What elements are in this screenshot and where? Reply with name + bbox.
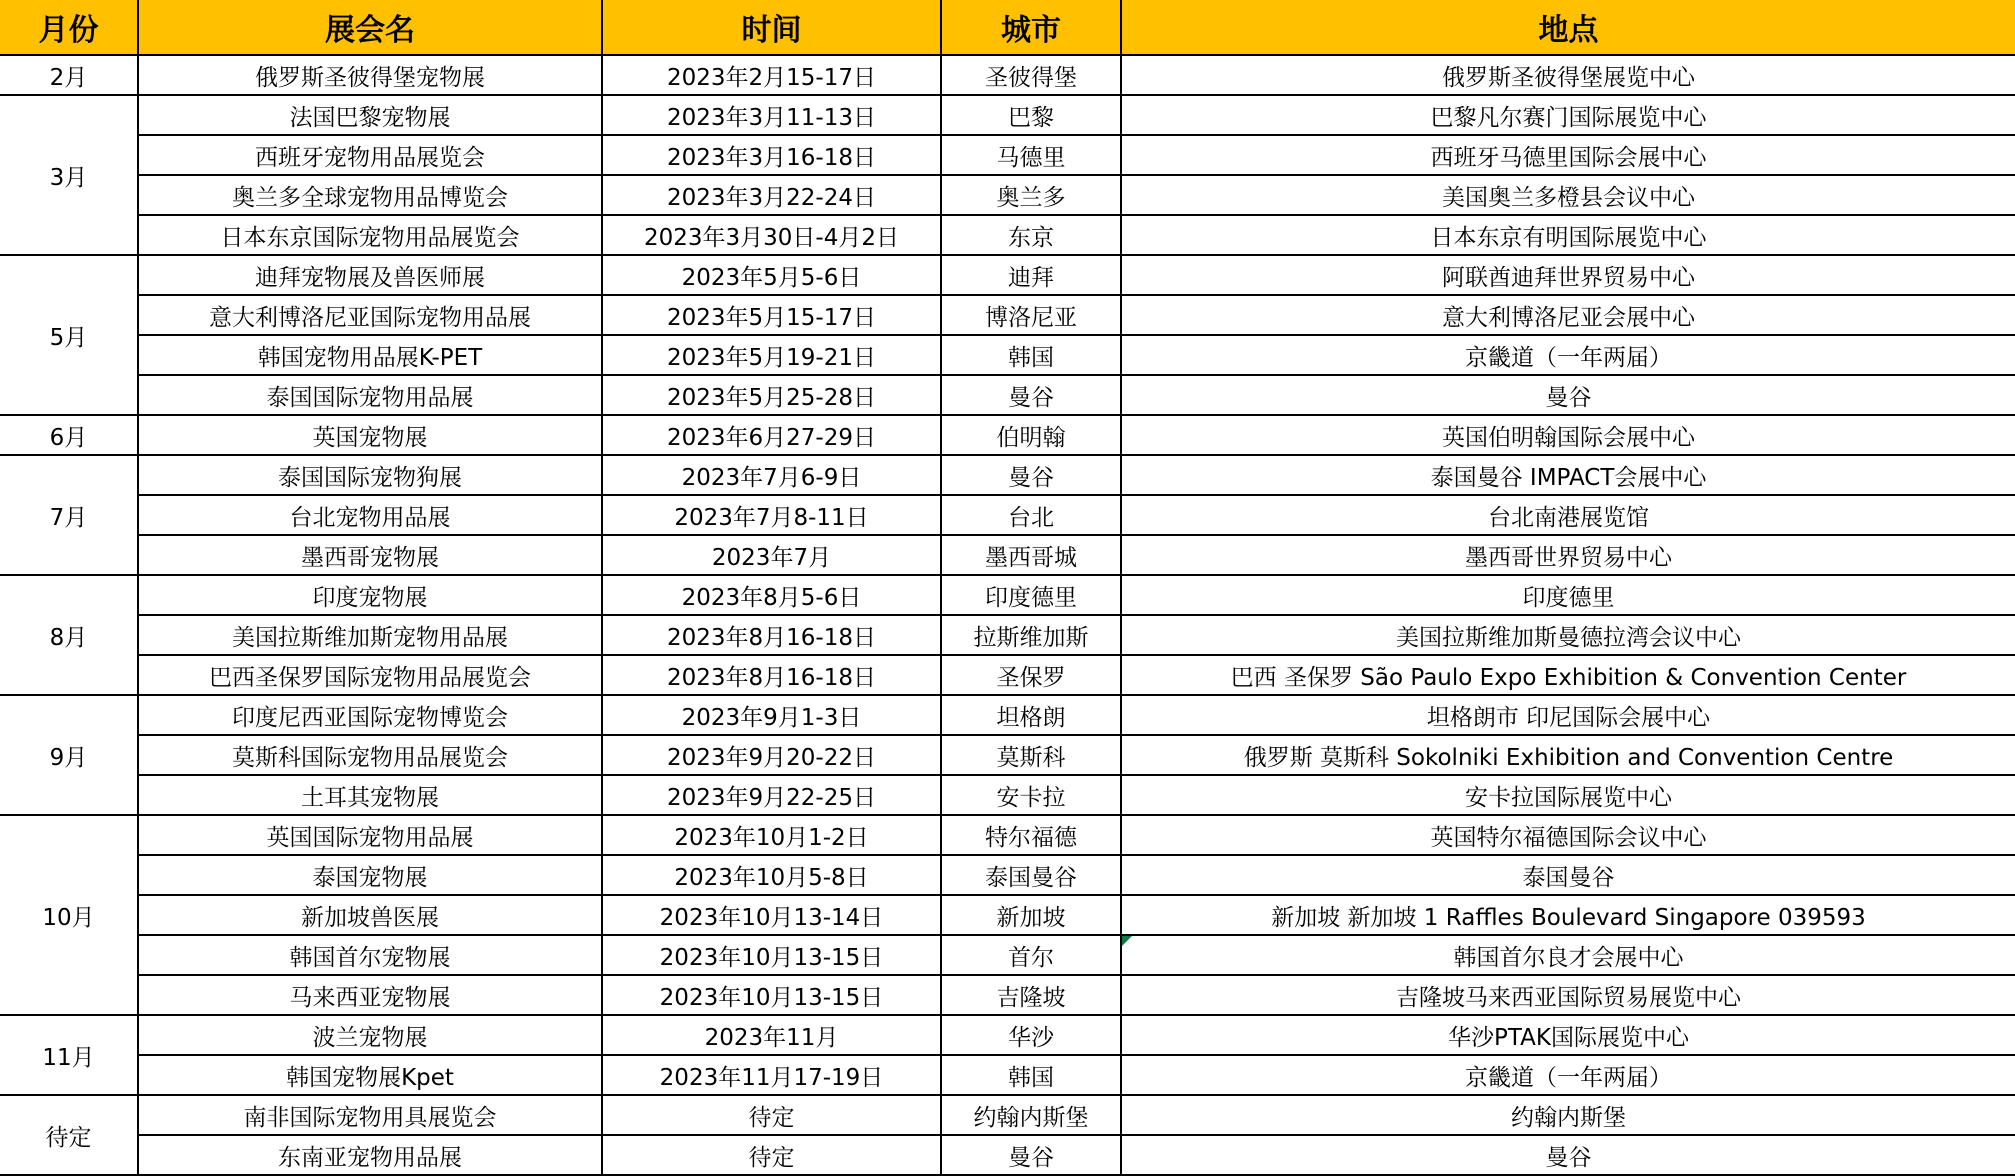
venue-cell: 日本东京有明国际展览中心 bbox=[1121, 215, 2015, 255]
exhibition-name-cell: 英国宠物展 bbox=[138, 415, 602, 455]
table-row bbox=[0, 295, 2015, 335]
exhibition-name-cell: 南非国际宠物用具展览会 bbox=[138, 1095, 602, 1135]
date-cell: 2023年7月 bbox=[602, 535, 941, 575]
venue-cell: 新加坡 新加坡 1 Raffles Boulevard Singapore 039593 bbox=[1121, 895, 2015, 935]
city-cell: 韩国 bbox=[941, 335, 1121, 375]
city-cell: 台北 bbox=[941, 495, 1121, 535]
exhibition-name-cell: 泰国国际宠物用品展 bbox=[138, 375, 602, 415]
city-cell: 坦格朗 bbox=[941, 695, 1121, 735]
table-row bbox=[0, 455, 2015, 495]
month-cell: 11月 bbox=[0, 1015, 138, 1095]
city-cell: 东京 bbox=[941, 215, 1121, 255]
city-cell: 约翰内斯堡 bbox=[941, 1095, 1121, 1135]
city-cell: 新加坡 bbox=[941, 895, 1121, 935]
venue-cell: 台北南港展览馆 bbox=[1121, 495, 2015, 535]
venue-cell: 英国伯明翰国际会展中心 bbox=[1121, 415, 2015, 455]
column-header-city: 城市 bbox=[941, 0, 1121, 55]
exhibition-name-cell: 韩国宠物展Kpet bbox=[138, 1055, 602, 1095]
venue-cell: 京畿道（一年两届） bbox=[1121, 335, 2015, 375]
exhibition-name-cell: 意大利博洛尼亚国际宠物用品展 bbox=[138, 295, 602, 335]
exhibition-name-cell: 俄罗斯圣彼得堡宠物展 bbox=[138, 55, 602, 95]
month-cell: 9月 bbox=[0, 695, 138, 815]
table-row bbox=[0, 695, 2015, 735]
date-cell: 2023年10月13-14日 bbox=[602, 895, 941, 935]
exhibition-name-cell: 泰国国际宠物狗展 bbox=[138, 455, 602, 495]
date-cell: 2023年11月 bbox=[602, 1015, 941, 1055]
venue-cell: 泰国曼谷 bbox=[1121, 855, 2015, 895]
date-cell: 2023年3月11-13日 bbox=[602, 95, 941, 135]
venue-cell: 韩国首尔良才会展中心 bbox=[1121, 935, 2015, 975]
venue-cell: 西班牙马德里国际会展中心 bbox=[1121, 135, 2015, 175]
date-cell: 2023年6月27-29日 bbox=[602, 415, 941, 455]
date-cell: 2023年10月13-15日 bbox=[602, 935, 941, 975]
city-cell: 吉隆坡 bbox=[941, 975, 1121, 1015]
table-row bbox=[0, 55, 2015, 95]
date-cell: 2023年8月5-6日 bbox=[602, 575, 941, 615]
exhibition-name-cell: 波兰宠物展 bbox=[138, 1015, 602, 1055]
exhibition-name-cell: 西班牙宠物用品展览会 bbox=[138, 135, 602, 175]
table-row bbox=[0, 135, 2015, 175]
month-cell: 待定 bbox=[0, 1095, 138, 1175]
table-row bbox=[0, 935, 2015, 975]
exhibition-name-cell: 东南亚宠物用品展 bbox=[138, 1135, 602, 1175]
table-row bbox=[0, 215, 2015, 255]
date-cell: 2023年5月19-21日 bbox=[602, 335, 941, 375]
table-row bbox=[0, 495, 2015, 535]
exhibition-name-cell: 新加坡兽医展 bbox=[138, 895, 602, 935]
date-cell: 2023年7月8-11日 bbox=[602, 495, 941, 535]
venue-cell: 京畿道（一年两届） bbox=[1121, 1055, 2015, 1095]
table-row bbox=[0, 575, 2015, 615]
date-cell: 2023年10月5-8日 bbox=[602, 855, 941, 895]
exhibition-name-cell: 日本东京国际宠物用品展览会 bbox=[138, 215, 602, 255]
venue-cell: 吉隆坡马来西亚国际贸易展览中心 bbox=[1121, 975, 2015, 1015]
month-cell: 3月 bbox=[0, 95, 138, 255]
venue-cell: 华沙PTAK国际展览中心 bbox=[1121, 1015, 2015, 1055]
exhibition-name-cell: 法国巴黎宠物展 bbox=[138, 95, 602, 135]
venue-cell: 美国拉斯维加斯曼德拉湾会议中心 bbox=[1121, 615, 2015, 655]
table-row bbox=[0, 735, 2015, 775]
city-cell: 韩国 bbox=[941, 1055, 1121, 1095]
table-row bbox=[0, 855, 2015, 895]
venue-cell: 曼谷 bbox=[1121, 375, 2015, 415]
table-row bbox=[0, 1095, 2015, 1135]
month-cell: 8月 bbox=[0, 575, 138, 695]
exhibition-name-cell: 迪拜宠物展及兽医师展 bbox=[138, 255, 602, 295]
venue-cell: 阿联酋迪拜世界贸易中心 bbox=[1121, 255, 2015, 295]
venue-cell: 曼谷 bbox=[1121, 1135, 2015, 1175]
date-cell: 2023年9月1-3日 bbox=[602, 695, 941, 735]
venue-cell: 安卡拉国际展览中心 bbox=[1121, 775, 2015, 815]
venue-cell: 美国奥兰多橙县会议中心 bbox=[1121, 175, 2015, 215]
date-cell: 2023年7月6-9日 bbox=[602, 455, 941, 495]
table-row bbox=[0, 535, 2015, 575]
table-row bbox=[0, 775, 2015, 815]
city-cell: 曼谷 bbox=[941, 455, 1121, 495]
date-cell: 2023年5月5-6日 bbox=[602, 255, 941, 295]
venue-cell: 俄罗斯圣彼得堡展览中心 bbox=[1121, 55, 2015, 95]
city-cell: 曼谷 bbox=[941, 375, 1121, 415]
city-cell: 伯明翰 bbox=[941, 415, 1121, 455]
exhibition-name-cell: 印度尼西亚国际宠物博览会 bbox=[138, 695, 602, 735]
city-cell: 拉斯维加斯 bbox=[941, 615, 1121, 655]
date-cell: 2023年10月1-2日 bbox=[602, 815, 941, 855]
table-row bbox=[0, 255, 2015, 295]
table-row bbox=[0, 175, 2015, 215]
exhibition-name-cell: 英国国际宠物用品展 bbox=[138, 815, 602, 855]
city-cell: 泰国曼谷 bbox=[941, 855, 1121, 895]
table-row bbox=[0, 975, 2015, 1015]
table-row bbox=[0, 1135, 2015, 1175]
month-cell: 6月 bbox=[0, 415, 138, 455]
venue-cell: 巴西 圣保罗 São Paulo Expo Exhibition & Convention Center bbox=[1121, 655, 2015, 695]
table-header bbox=[0, 0, 2015, 55]
city-cell: 博洛尼亚 bbox=[941, 295, 1121, 335]
date-cell: 2023年3月16-18日 bbox=[602, 135, 941, 175]
exhibition-name-cell: 印度宠物展 bbox=[138, 575, 602, 615]
city-cell: 印度德里 bbox=[941, 575, 1121, 615]
venue-cell: 意大利博洛尼亚会展中心 bbox=[1121, 295, 2015, 335]
exhibition-name-cell: 马来西亚宠物展 bbox=[138, 975, 602, 1015]
column-header-month: 月份 bbox=[0, 0, 138, 55]
date-cell: 2023年8月16-18日 bbox=[602, 615, 941, 655]
month-cell: 5月 bbox=[0, 255, 138, 415]
column-header-venue: 地点 bbox=[1121, 0, 2015, 55]
city-cell: 首尔 bbox=[941, 935, 1121, 975]
city-cell: 迪拜 bbox=[941, 255, 1121, 295]
table-row bbox=[0, 655, 2015, 695]
exhibition-name-cell: 韩国首尔宠物展 bbox=[138, 935, 602, 975]
table-row bbox=[0, 815, 2015, 855]
city-cell: 安卡拉 bbox=[941, 775, 1121, 815]
date-cell: 待定 bbox=[602, 1135, 941, 1175]
date-cell: 2023年9月20-22日 bbox=[602, 735, 941, 775]
venue-cell: 巴黎凡尔赛门国际展览中心 bbox=[1121, 95, 2015, 135]
date-cell: 2023年5月15-17日 bbox=[602, 295, 941, 335]
venue-cell: 俄罗斯 莫斯科 Sokolniki Exhibition and Convention Centre bbox=[1121, 735, 2015, 775]
exhibition-name-cell: 奥兰多全球宠物用品博览会 bbox=[138, 175, 602, 215]
venue-cell: 印度德里 bbox=[1121, 575, 2015, 615]
header-row bbox=[0, 0, 2015, 55]
date-cell: 2023年3月22-24日 bbox=[602, 175, 941, 215]
cell-error-indicator-icon bbox=[1122, 936, 1132, 946]
exhibition-name-cell: 韩国宠物用品展K-PET bbox=[138, 335, 602, 375]
exhibition-name-cell: 土耳其宠物展 bbox=[138, 775, 602, 815]
date-cell: 2023年11月17-19日 bbox=[602, 1055, 941, 1095]
exhibition-name-cell: 莫斯科国际宠物用品展览会 bbox=[138, 735, 602, 775]
table-row bbox=[0, 95, 2015, 135]
date-cell: 2023年9月22-25日 bbox=[602, 775, 941, 815]
city-cell: 莫斯科 bbox=[941, 735, 1121, 775]
exhibition-name-cell: 美国拉斯维加斯宠物用品展 bbox=[138, 615, 602, 655]
date-cell: 2023年3月30日-4月2日 bbox=[602, 215, 941, 255]
table-row bbox=[0, 415, 2015, 455]
city-cell: 华沙 bbox=[941, 1015, 1121, 1055]
exhibition-name-cell: 台北宠物用品展 bbox=[138, 495, 602, 535]
table-row bbox=[0, 1055, 2015, 1095]
month-cell: 10月 bbox=[0, 815, 138, 1015]
venue-cell: 泰国曼谷 IMPACT会展中心 bbox=[1121, 455, 2015, 495]
date-cell: 2023年2月15-17日 bbox=[602, 55, 941, 95]
date-cell: 2023年5月25-28日 bbox=[602, 375, 941, 415]
city-cell: 奥兰多 bbox=[941, 175, 1121, 215]
table-row bbox=[0, 615, 2015, 655]
exhibition-name-cell: 巴西圣保罗国际宠物用品展览会 bbox=[138, 655, 602, 695]
city-cell: 马德里 bbox=[941, 135, 1121, 175]
date-cell: 待定 bbox=[602, 1095, 941, 1135]
venue-cell: 约翰内斯堡 bbox=[1121, 1095, 2015, 1135]
city-cell: 曼谷 bbox=[941, 1135, 1121, 1175]
column-header-exhibition-name: 展会名 bbox=[138, 0, 602, 55]
city-cell: 墨西哥城 bbox=[941, 535, 1121, 575]
table-row bbox=[0, 335, 2015, 375]
venue-cell: 英国特尔福德国际会议中心 bbox=[1121, 815, 2015, 855]
table-row bbox=[0, 895, 2015, 935]
month-cell: 2月 bbox=[0, 55, 138, 95]
city-cell: 特尔福德 bbox=[941, 815, 1121, 855]
city-cell: 圣彼得堡 bbox=[941, 55, 1121, 95]
exhibition-name-cell: 墨西哥宠物展 bbox=[138, 535, 602, 575]
exhibition-name-cell: 泰国宠物展 bbox=[138, 855, 602, 895]
column-header-date: 时间 bbox=[602, 0, 941, 55]
venue-cell: 墨西哥世界贸易中心 bbox=[1121, 535, 2015, 575]
date-cell: 2023年10月13-15日 bbox=[602, 975, 941, 1015]
month-cell: 7月 bbox=[0, 455, 138, 575]
date-cell: 2023年8月16-18日 bbox=[602, 655, 941, 695]
city-cell: 圣保罗 bbox=[941, 655, 1121, 695]
venue-cell: 坦格朗市 印尼国际会展中心 bbox=[1121, 695, 2015, 735]
city-cell: 巴黎 bbox=[941, 95, 1121, 135]
table-body bbox=[0, 55, 2015, 1175]
table-row bbox=[0, 1015, 2015, 1055]
table-row bbox=[0, 375, 2015, 415]
